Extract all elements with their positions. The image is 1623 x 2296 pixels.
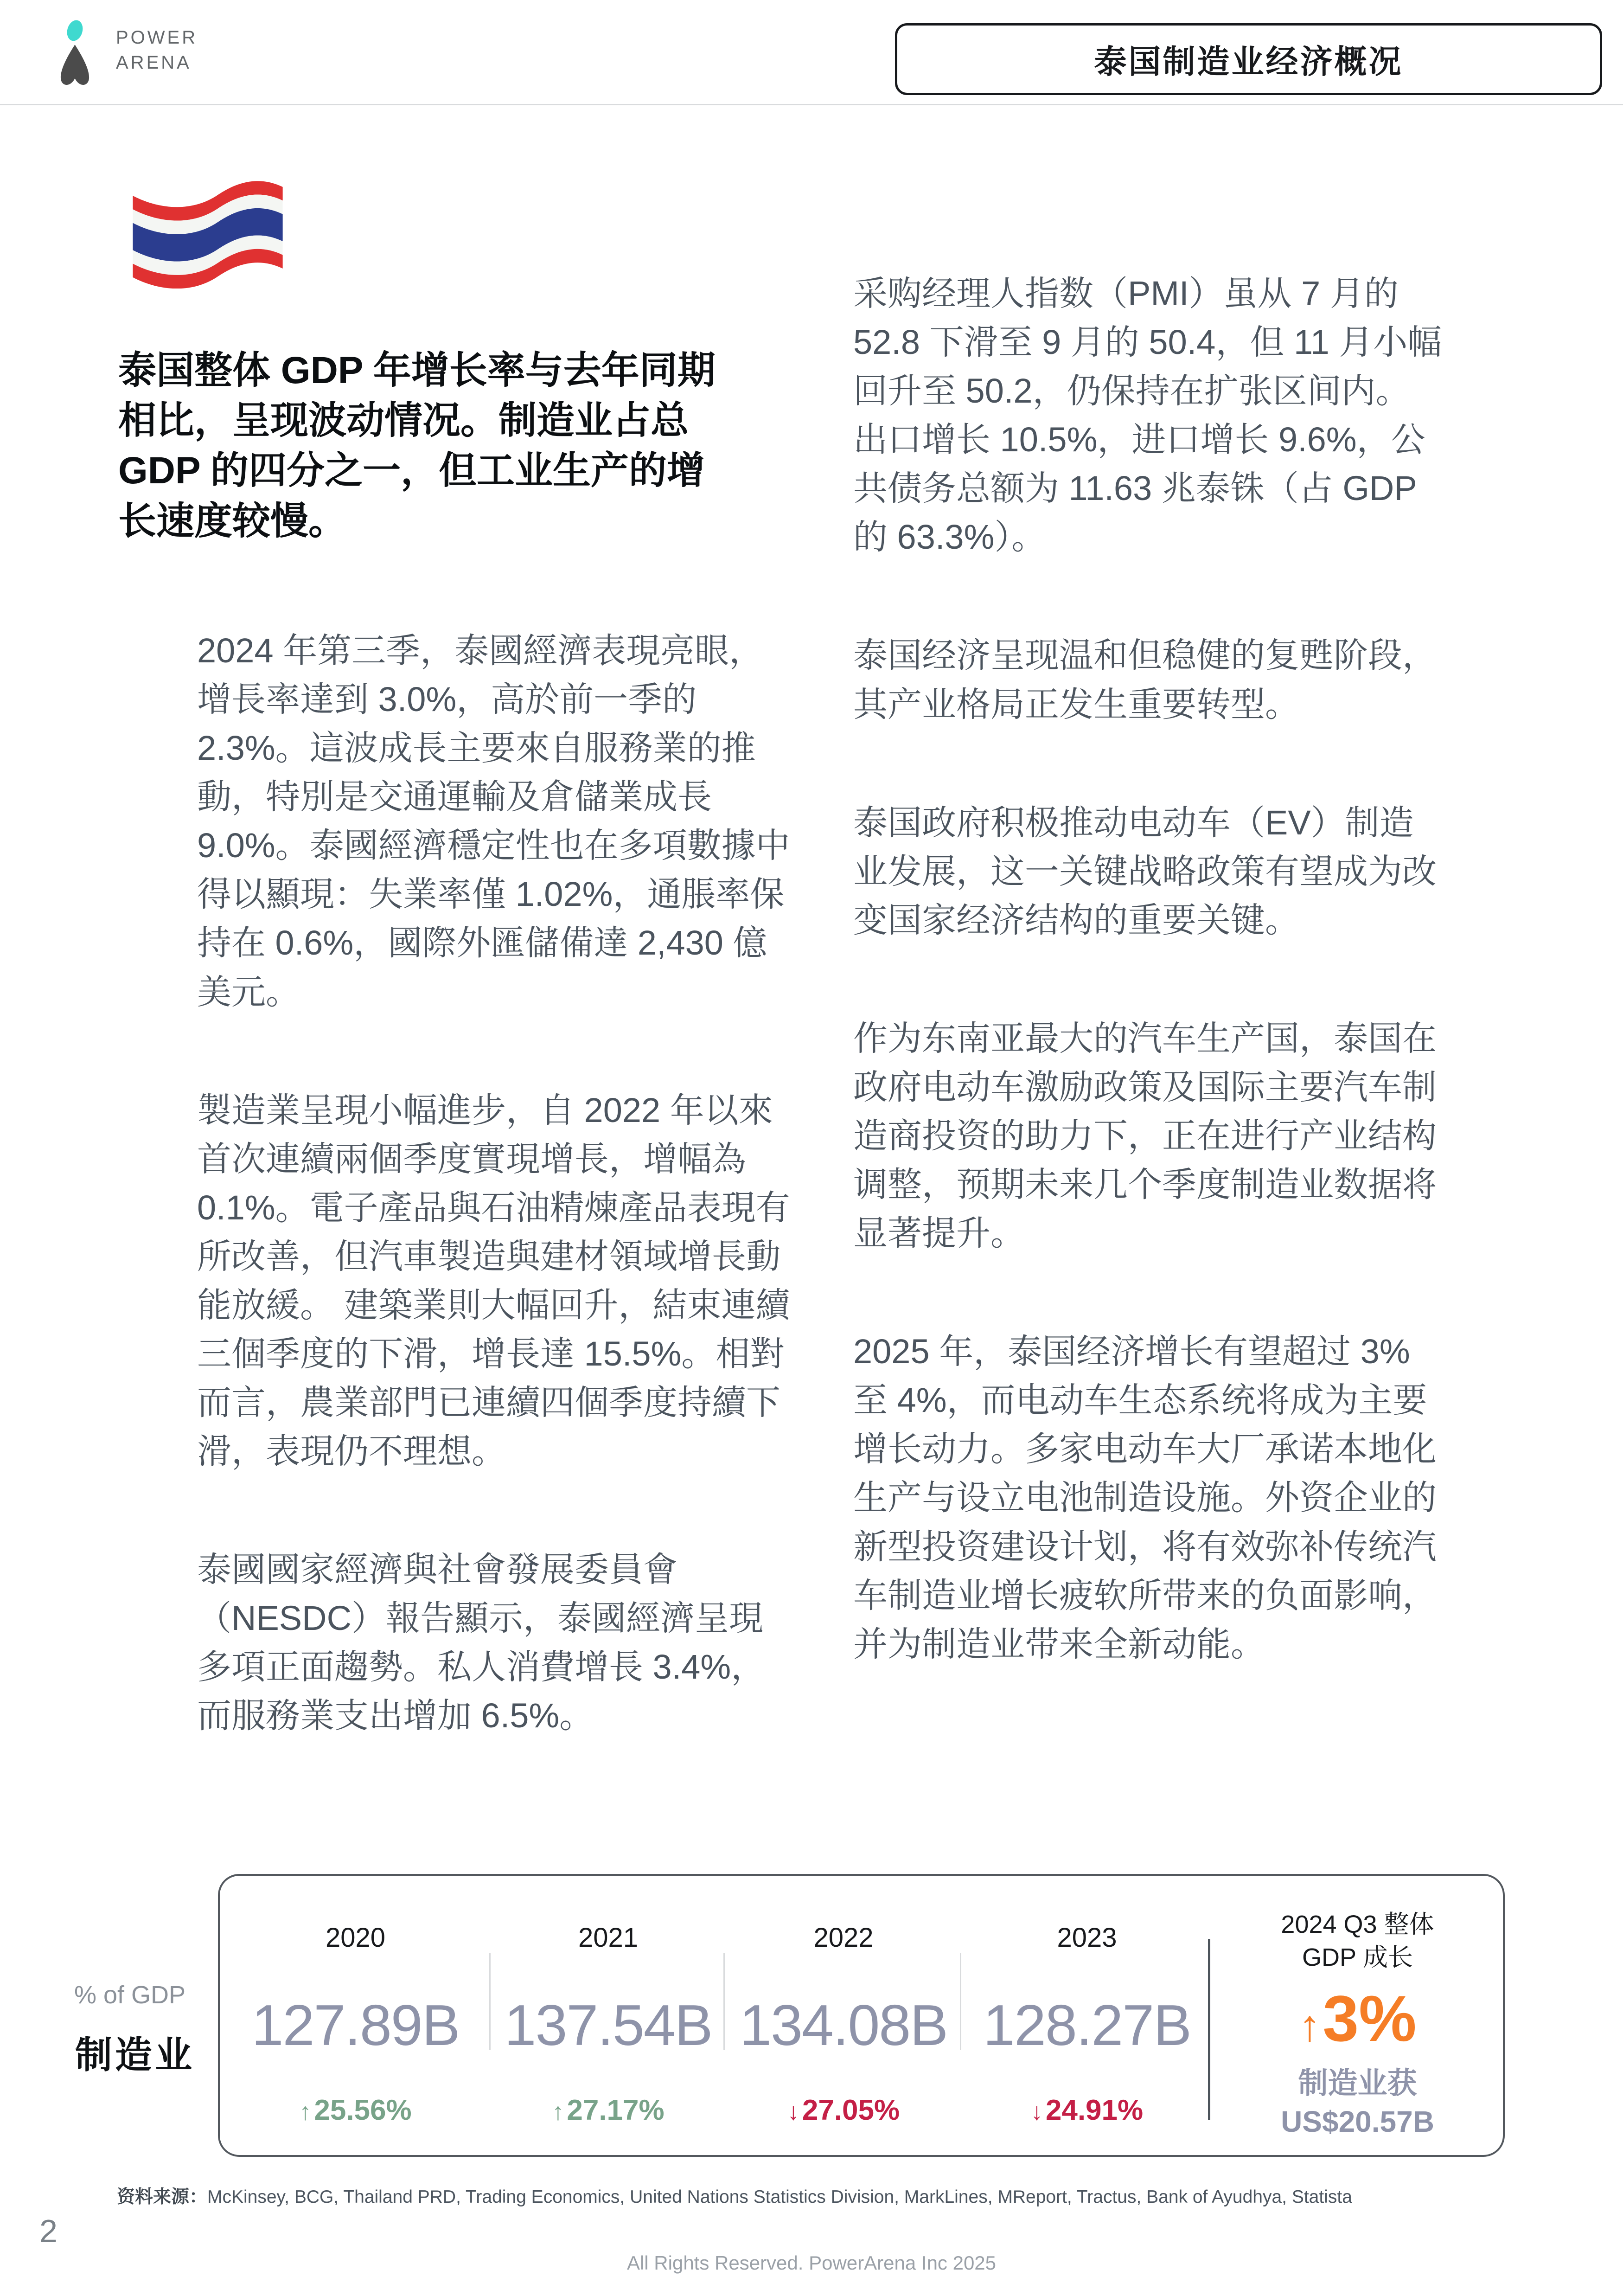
trend-arrow-icon: ↑ bbox=[1298, 2001, 1321, 2051]
manufacturing-value: 127.89B bbox=[251, 1994, 460, 2058]
pct-text: 27.05% bbox=[802, 2094, 900, 2126]
trend-arrow-icon: ↓ bbox=[1030, 2098, 1043, 2125]
stats-row-label-top: % of GDP bbox=[74, 1981, 186, 2009]
logo-word-arena: ARENA bbox=[116, 52, 192, 73]
manufacturing-gain-line1: 制造业获 bbox=[1298, 2066, 1417, 2100]
header-divider bbox=[0, 104, 1623, 105]
right-paragraph-1: 采购经理人指数（PMI）虽从 7 月的 52.8 下滑至 9 月的 50.4，但 11 月小幅回升至 50.2，仍保持在扩张区间内。出口增长 10.5%，进口增长 9.6%，公共债务总额为 11.63 兆泰铢（占 GDP 的 63.3%）。 bbox=[853, 274, 1442, 557]
trend-arrow-icon: ↓ bbox=[787, 2098, 799, 2125]
manufacturing-value: 128.27B bbox=[983, 1994, 1191, 2058]
pct-of-gdp bbox=[1031, 2094, 1143, 2127]
gdp-growth-value bbox=[1298, 1982, 1417, 2055]
stats-col-2024-q3 bbox=[1212, 1876, 1503, 2155]
page-title-box bbox=[895, 23, 1602, 95]
right-paragraph-3: 泰国政府积极推动电动车（EV）制造业发展，这一关键战略政策有望成为改变国家经济结构的重要关键。 bbox=[853, 803, 1437, 939]
left-column bbox=[197, 626, 798, 1810]
right-column bbox=[853, 269, 1442, 1738]
trend-arrow-icon: ↑ bbox=[299, 2098, 312, 2125]
year-label: 2021 bbox=[578, 1923, 639, 1953]
right-paragraph-2: 泰国经济呈现温和但稳健的复甦阶段，其产业格局正发生重要转型。 bbox=[853, 636, 1437, 724]
page-number: 2 bbox=[39, 2213, 58, 2249]
pct-text: 27.17% bbox=[567, 2094, 665, 2126]
column-divider bbox=[960, 1953, 961, 2050]
source-list: McKinsey, BCG, Thailand PRD, Trading Economics, United Nations Statistics Division, MarkLines, MReport, Tractus, Bank of Ayudhya, Statista bbox=[207, 2187, 1352, 2207]
highlight-label-line2: GDP 成长 bbox=[1302, 1943, 1413, 1972]
highlight-label bbox=[1281, 1908, 1434, 1975]
highlight-divider bbox=[1208, 1939, 1210, 2120]
trend-arrow-icon: ↑ bbox=[552, 2098, 564, 2125]
left-paragraph-2: 製造業呈現小幅進步，自 2022 年以來首次連續兩個季度實現增長，增幅為 0.1%。電子產品與石油精煉產品表現有所改善，但汽車製造與建材領域增長動能放緩。 建築業則大幅回升，結束連續三個季度的下滑，增長達 15.5%。相對而言，農業部門已連續四個季度持續下滑，表現仍不理想。 bbox=[197, 1090, 790, 1471]
manufacturing-value: 137.54B bbox=[504, 1994, 712, 2058]
stats-col-2023 bbox=[962, 1876, 1212, 2155]
logo-word-power: POWER bbox=[116, 27, 198, 48]
right-paragraph-5: 2025 年，泰国经济增长有望超过 3% 至 4%，而电动车生态系统将成为主要增长动力。多家电动车大厂承诺本地化生产与设立电池制造设施。外资企业的新型投资建设计划，将有效弥补传统汽车制造业增长疲软所带来的负面影响，并为制造业带来全新动能。 bbox=[853, 1332, 1437, 1663]
pct-text: 24.91% bbox=[1045, 2094, 1144, 2126]
stats-row-label-bottom: 制造业 bbox=[75, 2034, 195, 2076]
column-divider bbox=[723, 1953, 725, 2050]
intro-highlight-text: 泰国整体 GDP 年增长率与去年同期相比，呈现波动情况。制造业占总 GDP 的四分之一，但工业生产的增长速度较慢。 bbox=[118, 349, 716, 542]
gdp-stats-table bbox=[218, 1874, 1505, 2157]
year-label: 2023 bbox=[1057, 1923, 1117, 1953]
source-label: 资料来源： bbox=[117, 2187, 208, 2207]
pct-of-gdp bbox=[299, 2094, 411, 2127]
right-paragraph-4: 作为东南亚最大的汽车生产国，泰国在政府电动车激励政策及国际主要汽车制造商投资的助力下，正在进行产业结构调整，预期未来几个季度制造业数据将显著提升。 bbox=[853, 1019, 1437, 1253]
pct-text: 25.56% bbox=[314, 2094, 412, 2126]
pct-of-gdp bbox=[787, 2094, 900, 2127]
manufacturing-value: 134.08B bbox=[740, 1994, 947, 2058]
left-paragraph-1: 2024 年第三季，泰國經濟表現亮眼，增長率達到 3.0%，高於前一季的 2.3%。這波成長主要來自服務業的推動，特別是交通運輸及倉儲業成長 9.0%。泰國經濟穩定性也在多項數據中得以顯現：失業率僅 1.02%，通脹率保持在 0.6%，國際外匯儲備達 2,430 億美元。 bbox=[197, 631, 790, 1011]
manufacturing-gain-line2: US$20.57B bbox=[1281, 2104, 1434, 2138]
column-divider bbox=[489, 1953, 491, 2050]
source-line bbox=[117, 2182, 1554, 2208]
stats-col-2021 bbox=[491, 1876, 725, 2155]
powerarena-logo-icon bbox=[52, 19, 104, 90]
logo-wordmark bbox=[116, 25, 198, 75]
copyright-line: All Rights Reserved. PowerArena Inc 2025 bbox=[626, 2252, 997, 2274]
left-paragraph-3: 泰國國家經濟與社會發展委員會（NESDC）報告顯示，泰國經濟呈現多項正面趨勢。私人消費增長 3.4%， 而服務業支出增加 6.5%。 bbox=[197, 1550, 766, 1735]
manufacturing-gain bbox=[1281, 2064, 1434, 2141]
page-title: 泰国制造业经济概况 bbox=[1094, 44, 1403, 80]
highlight-label-line1: 2024 Q3 整体 bbox=[1281, 1911, 1434, 1938]
stats-col-2022 bbox=[725, 1876, 962, 2155]
year-label: 2022 bbox=[813, 1923, 874, 1953]
pct-of-gdp bbox=[552, 2094, 664, 2127]
growth-text: 3% bbox=[1323, 1982, 1417, 2055]
thailand-flag-icon bbox=[126, 173, 288, 291]
stats-col-2020 bbox=[220, 1876, 491, 2155]
year-label: 2020 bbox=[325, 1923, 386, 1953]
